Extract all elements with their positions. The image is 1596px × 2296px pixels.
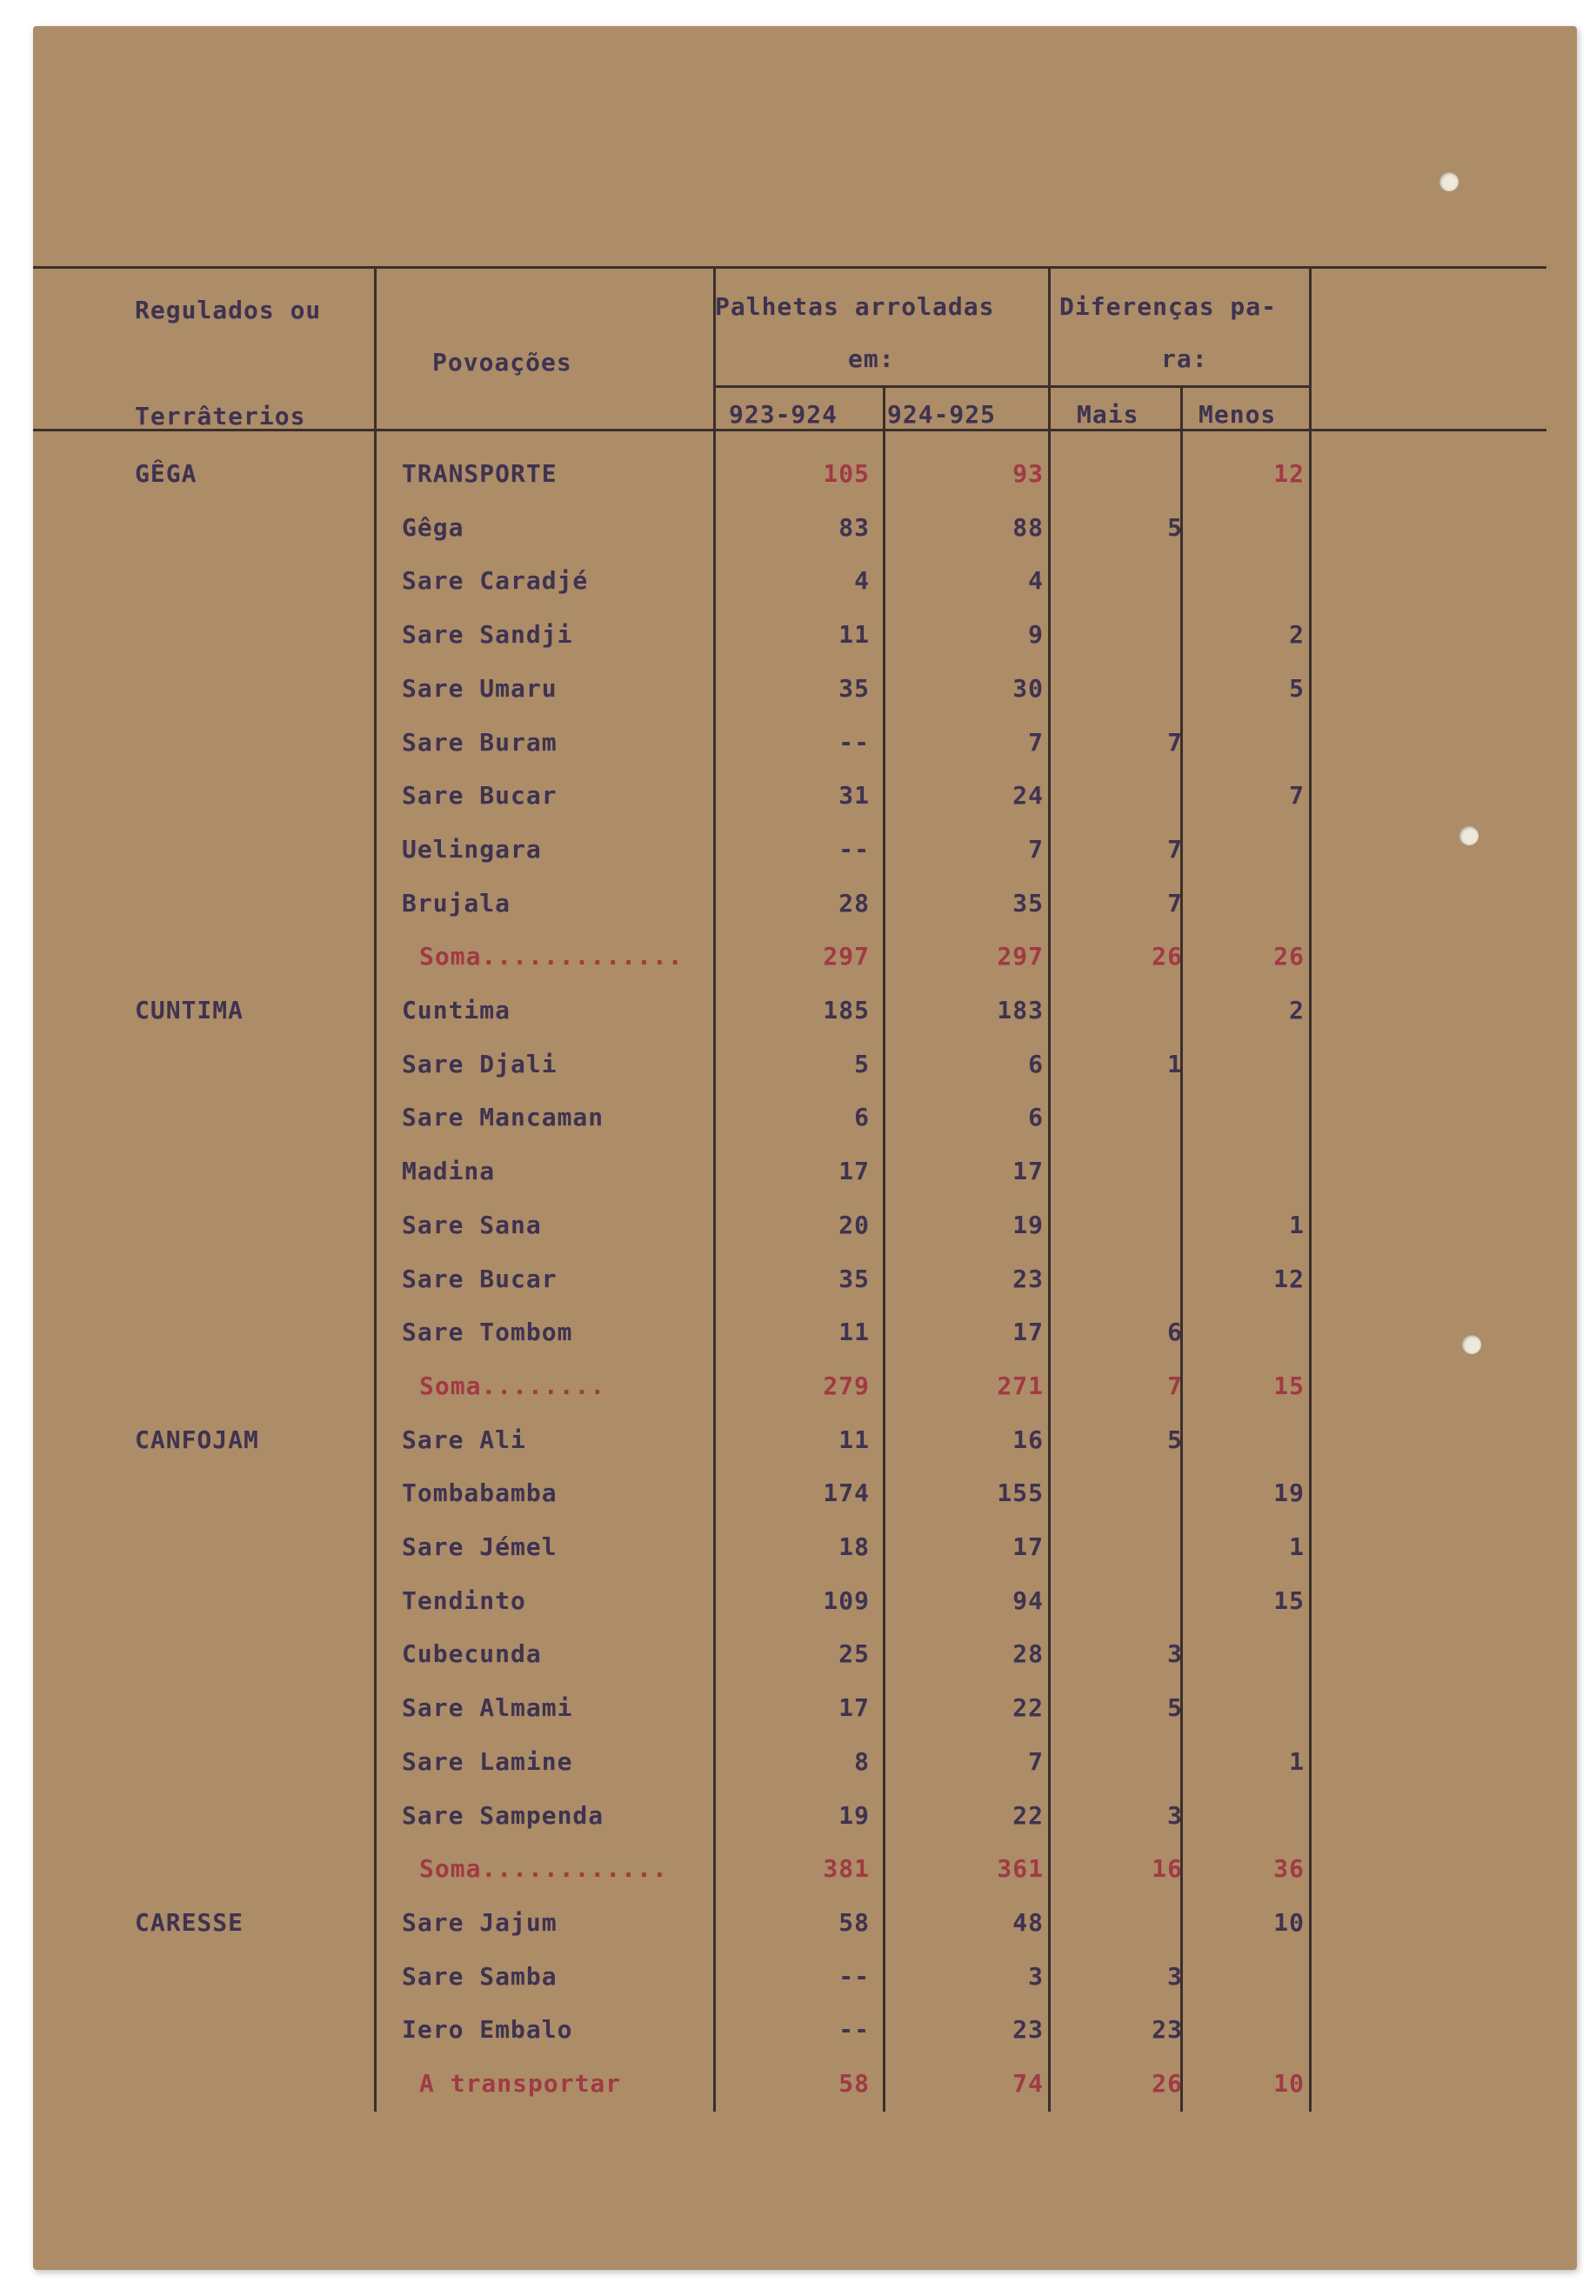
menos-cell: 26 [1273, 942, 1305, 971]
povoacao-cell: Sare Bucar [402, 1265, 558, 1293]
header-diferencas-line1: Diferenças pa- [1059, 292, 1278, 321]
value-924-925-cell: 17 [1012, 1532, 1044, 1561]
povoacao-cell: Sare Mancaman [402, 1103, 604, 1131]
menos-cell: 12 [1273, 459, 1305, 488]
value-923-924-cell: 6 [854, 1103, 870, 1131]
value-923-924-cell: 58 [838, 2069, 870, 2098]
header-regulados-line2: Terrâterios [135, 402, 306, 430]
povoacao-cell: Sare Samba [402, 1962, 558, 1991]
povoacao-cell: Uelingara [402, 835, 542, 864]
value-923-924-cell: 297 [823, 942, 870, 971]
value-924-925-cell: 297 [997, 942, 1044, 971]
value-923-924-cell: 4 [854, 566, 870, 595]
value-924-925-cell: 7 [1028, 1747, 1044, 1776]
value-923-924-cell: 109 [823, 1586, 870, 1615]
value-923-924-cell: 11 [838, 620, 870, 649]
menos-cell: 2 [1289, 996, 1305, 1025]
povoacao-cell: Gêga [402, 513, 464, 542]
value-923-924-cell: -- [838, 835, 870, 864]
value-923-924-cell: 83 [838, 513, 870, 542]
value-924-925-cell: 4 [1028, 566, 1044, 595]
value-924-925-cell: 74 [1012, 2069, 1044, 2098]
value-923-924-cell: 5 [854, 1050, 870, 1078]
mais-cell: 3 [1167, 1639, 1183, 1668]
punch-hole-lower [1462, 1335, 1481, 1354]
menos-cell: 12 [1273, 1265, 1305, 1293]
povoacao-cell: Tombabamba [402, 1478, 558, 1507]
value-923-924-cell: 11 [838, 1425, 870, 1454]
povoacao-cell: Sare Bucar [402, 781, 558, 810]
value-923-924-cell: 28 [838, 889, 870, 918]
punch-hole-top [1439, 172, 1459, 191]
value-924-925-cell: 23 [1012, 2015, 1044, 2044]
povoacao-cell: Tendinto [402, 1586, 526, 1615]
header-regulados-line1: Regulados ou [135, 296, 322, 324]
col-rule-regulados [374, 268, 377, 2112]
mais-cell: 3 [1167, 1801, 1183, 1830]
mais-cell: 7 [1167, 835, 1183, 864]
menos-cell: 36 [1273, 1854, 1305, 1883]
col-rule-mais [1180, 385, 1183, 2112]
header-menos: Menos [1199, 400, 1277, 429]
value-924-925-cell: 3 [1028, 1962, 1044, 1991]
value-924-925-cell: 19 [1012, 1211, 1044, 1239]
menos-cell: 1 [1289, 1211, 1305, 1239]
povoacao-cell: Cuntima [402, 996, 511, 1025]
col-rule-povoacoes [713, 268, 716, 2112]
value-923-924-cell: 17 [838, 1157, 870, 1185]
value-923-924-cell: 35 [838, 1265, 870, 1293]
value-923-924-cell: 18 [838, 1532, 870, 1561]
header-year-924-925: 924-925 [887, 400, 997, 429]
povoacao-cell: Iero Embalo [402, 2015, 573, 2044]
col-rule-924 [1048, 268, 1051, 2112]
col-rule-923 [883, 385, 885, 2112]
menos-cell: 15 [1273, 1372, 1305, 1400]
mais-cell: 5 [1167, 1425, 1183, 1454]
povoacao-cell: Sare Jémel [402, 1532, 558, 1561]
value-924-925-cell: 17 [1012, 1318, 1044, 1346]
value-923-924-cell: -- [838, 1962, 870, 1991]
povoacao-cell: Soma............ [419, 1854, 668, 1883]
value-924-925-cell: 88 [1012, 513, 1044, 542]
mais-cell: 7 [1167, 889, 1183, 918]
value-924-925-cell: 6 [1028, 1103, 1044, 1131]
col-rule-menos [1309, 268, 1312, 2112]
value-924-925-cell: 16 [1012, 1425, 1044, 1454]
header-palhetas-line1: Palhetas arroladas [715, 292, 995, 321]
regulado-cell: GÊGA [135, 459, 197, 488]
regulado-cell: CANFOJAM [135, 1425, 259, 1454]
value-924-925-cell: 94 [1012, 1586, 1044, 1615]
value-924-925-cell: 9 [1028, 620, 1044, 649]
value-923-924-cell: -- [838, 728, 870, 757]
mais-cell: 26 [1152, 2069, 1183, 2098]
povoacao-cell: Sare Buram [402, 728, 558, 757]
mais-cell: 16 [1152, 1854, 1183, 1883]
povoacao-cell: Cubecunda [402, 1639, 542, 1668]
value-924-925-cell: 155 [997, 1478, 1044, 1507]
menos-cell: 1 [1289, 1532, 1305, 1561]
menos-cell: 10 [1273, 1908, 1305, 1937]
value-924-925-cell: 22 [1012, 1693, 1044, 1722]
povoacao-cell: Sare Lamine [402, 1747, 573, 1776]
mais-cell: 23 [1152, 2015, 1183, 2044]
mais-cell: 5 [1167, 513, 1183, 542]
value-924-925-cell: 271 [997, 1372, 1044, 1400]
value-924-925-cell: 183 [997, 996, 1044, 1025]
menos-cell: 1 [1289, 1747, 1305, 1776]
value-923-924-cell: 31 [838, 781, 870, 810]
menos-cell: 10 [1273, 2069, 1305, 2098]
value-924-925-cell: 17 [1012, 1157, 1044, 1185]
povoacao-cell: Sare Djali [402, 1050, 558, 1078]
mais-cell: 3 [1167, 1962, 1183, 1991]
povoacao-cell: Madina [402, 1157, 496, 1185]
value-923-924-cell: 25 [838, 1639, 870, 1668]
value-923-924-cell: 11 [838, 1318, 870, 1346]
value-924-925-cell: 24 [1012, 781, 1044, 810]
mais-cell: 7 [1167, 728, 1183, 757]
povoacao-cell: TRANSPORTE [402, 459, 558, 488]
header-year-923-924: 923-924 [729, 400, 838, 429]
value-924-925-cell: 7 [1028, 728, 1044, 757]
value-924-925-cell: 35 [1012, 889, 1044, 918]
menos-cell: 7 [1289, 781, 1305, 810]
value-924-925-cell: 23 [1012, 1265, 1044, 1293]
menos-cell: 19 [1273, 1478, 1305, 1507]
value-923-924-cell: 20 [838, 1211, 870, 1239]
value-924-925-cell: 30 [1012, 674, 1044, 703]
value-923-924-cell: 185 [823, 996, 870, 1025]
value-924-925-cell: 28 [1012, 1639, 1044, 1668]
povoacao-cell: Sare Jajum [402, 1908, 558, 1937]
value-924-925-cell: 48 [1012, 1908, 1044, 1937]
regulado-cell: CUNTIMA [135, 996, 244, 1025]
povoacao-cell: Sare Almami [402, 1693, 573, 1722]
value-924-925-cell: 7 [1028, 835, 1044, 864]
povoacao-cell: Sare Tombom [402, 1318, 573, 1346]
menos-cell: 15 [1273, 1586, 1305, 1615]
value-923-924-cell: 8 [854, 1747, 870, 1776]
menos-cell: 5 [1289, 674, 1305, 703]
povoacao-cell: Sare Sandji [402, 620, 573, 649]
povoacao-cell: Sare Sampenda [402, 1801, 604, 1830]
value-923-924-cell: 174 [823, 1478, 870, 1507]
value-923-924-cell: 279 [823, 1372, 870, 1400]
value-924-925-cell: 361 [997, 1854, 1044, 1883]
value-923-924-cell: 381 [823, 1854, 870, 1883]
header-diferencas-line2: ra: [1161, 344, 1208, 373]
povoacao-cell: Brujala [402, 889, 511, 918]
value-923-924-cell: 19 [838, 1801, 870, 1830]
value-923-924-cell: 105 [823, 459, 870, 488]
povoacao-cell: Sare Ali [402, 1425, 526, 1454]
header-palhetas-line2: em: [848, 344, 895, 373]
mais-cell: 1 [1167, 1050, 1183, 1078]
mais-cell: 7 [1167, 1372, 1183, 1400]
povoacao-cell: Sare Caradjé [402, 566, 589, 595]
header-mais: Mais [1077, 400, 1139, 429]
mais-cell: 5 [1167, 1693, 1183, 1722]
value-923-924-cell: -- [838, 2015, 870, 2044]
povoacao-cell: Sare Umaru [402, 674, 558, 703]
mais-cell: 6 [1167, 1318, 1183, 1346]
regulado-cell: CARESSE [135, 1908, 244, 1937]
value-924-925-cell: 93 [1012, 459, 1044, 488]
value-924-925-cell: 22 [1012, 1801, 1044, 1830]
povoacao-cell: Soma........ [419, 1372, 606, 1400]
value-923-924-cell: 17 [838, 1693, 870, 1722]
value-923-924-cell: 58 [838, 1908, 870, 1937]
table-top-rule [33, 266, 1546, 269]
punch-hole-middle [1459, 826, 1479, 845]
povoacao-cell: Sare Sana [402, 1211, 542, 1239]
povoacao-cell: A transportar [419, 2069, 622, 2098]
menos-cell: 2 [1289, 620, 1305, 649]
value-924-925-cell: 6 [1028, 1050, 1044, 1078]
value-923-924-cell: 35 [838, 674, 870, 703]
header-povoacoes: Povoações [432, 348, 572, 377]
povoacao-cell: Soma............. [419, 942, 684, 971]
palhetas-subrule [715, 385, 1311, 388]
mais-cell: 26 [1152, 942, 1183, 971]
